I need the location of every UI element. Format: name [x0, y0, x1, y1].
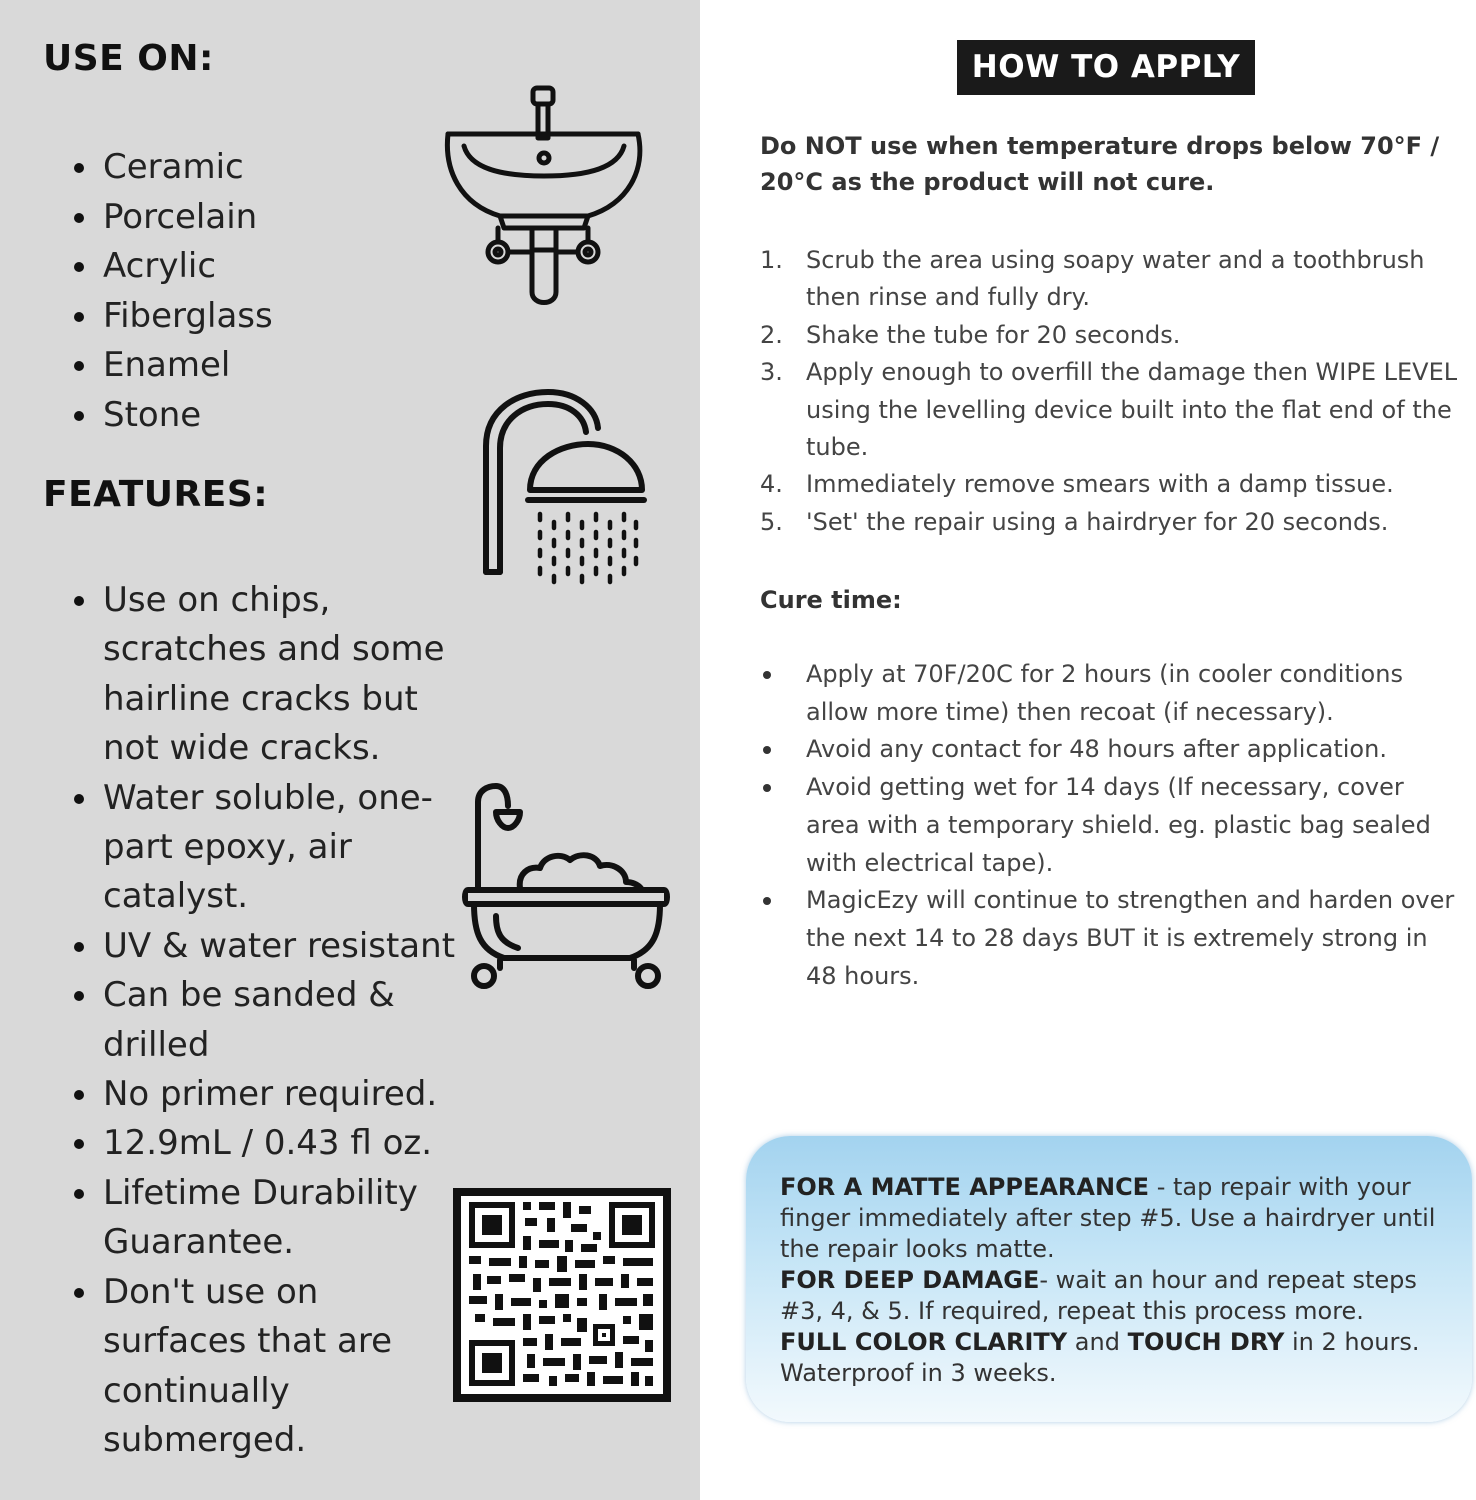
application-steps: [760, 242, 1460, 541]
how-to-apply-title: HOW TO APPLY: [957, 40, 1255, 95]
list-item: Acrylic: [68, 242, 273, 292]
step-number: 3.: [760, 358, 783, 387]
tips-text: [780, 1172, 1456, 1389]
step-text: Scrub the area using soapy water and a toothbrush then rinse and fully dry.: [806, 246, 1425, 312]
shower-head-icon: [474, 386, 650, 602]
step-text: Shake the tube for 20 seconds.: [806, 320, 1181, 349]
step-item: [760, 317, 1460, 354]
list-item: Stone: [68, 391, 273, 441]
color-clarity-label: FULL COLOR CLARITY: [780, 1328, 1068, 1356]
list-item: 12.9mL / 0.43 fl oz.: [68, 1119, 458, 1168]
list-item: UV & water resistant: [68, 922, 458, 971]
step-number: 4.: [760, 470, 783, 499]
step-item: [760, 466, 1460, 503]
list-item: Don't use on surfaces that are continually submerged.: [68, 1268, 433, 1466]
list-item: Avoid getting wet for 14 days (If necessary, cover area with a temporary shield. eg. plastic bag sealed with electrical tape).: [760, 769, 1460, 882]
sink-icon: [440, 82, 650, 310]
matte-label: FOR A MATTE APPEARANCE: [780, 1173, 1150, 1201]
step-number: 5.: [760, 507, 783, 536]
use-on-list: [68, 143, 273, 441]
step-item: [760, 504, 1460, 541]
list-item: Use on chips, scratches and some hairline cracks but not wide cracks.: [68, 576, 458, 774]
bathtub-icon: [460, 782, 672, 996]
use-on-heading: USE ON:: [43, 38, 214, 79]
matte-text: - tap repair with your finger immediately after step #5. Use a hairdryer until the repair looks matte.: [780, 1173, 1436, 1263]
waterproof-text: Waterproof in 3 weeks.: [780, 1359, 1057, 1387]
and-text: and: [1067, 1328, 1128, 1356]
qr-code: [453, 1188, 671, 1402]
list-item: Enamel: [68, 341, 273, 391]
list-item: Apply at 70F/20C for 2 hours (in cooler conditions allow more time) then recoat (if necessary).: [760, 656, 1460, 731]
deep-damage-text: - wait an hour and repeat steps #3, 4, & 5. If required, repeat this process more.: [780, 1266, 1417, 1325]
list-item: Can be sanded & drilled: [68, 971, 433, 1070]
list-item: Lifetime Durability Guarantee.: [68, 1169, 433, 1268]
step-number: 2.: [760, 320, 783, 349]
deep-damage-label: FOR DEEP DAMAGE: [780, 1266, 1040, 1294]
step-text: Immediately remove smears with a damp tissue.: [806, 470, 1394, 499]
features-list: [68, 576, 458, 1465]
clarity-text: in 2 hours.: [1284, 1328, 1420, 1356]
list-item: Porcelain: [68, 193, 273, 243]
qr-code-pattern: [453, 1188, 671, 1402]
list-item: Avoid any contact for 48 hours after application.: [760, 731, 1460, 769]
touch-dry-label: TOUCH DRY: [1127, 1328, 1285, 1356]
list-item: Water soluble, one-part epoxy, air catalyst.: [68, 774, 458, 922]
step-item: [760, 242, 1460, 317]
step-item: [760, 354, 1460, 466]
cure-time-list: [760, 656, 1460, 995]
list-item: Ceramic: [68, 143, 273, 193]
cure-time-heading: Cure time:: [760, 586, 902, 614]
features-heading: FEATURES:: [43, 474, 269, 515]
list-item: No primer required.: [68, 1070, 458, 1119]
list-item: Fiberglass: [68, 292, 273, 342]
step-number: 1.: [760, 246, 783, 274]
temperature-warning: Do NOT use when temperature drops below 70°F / 20°C as the product will not cure.: [760, 132, 1440, 196]
step-text: 'Set' the repair using a hairdryer for 20 seconds.: [806, 507, 1389, 536]
step-text: Apply enough to overfill the damage then WIPE LEVEL using the levelling device built into the flat end of the tube.: [806, 358, 1458, 462]
list-item: MagicEzy will continue to strengthen and harden over the next 14 to 28 days BUT it is extremely strong in 48 hours.: [760, 882, 1460, 995]
